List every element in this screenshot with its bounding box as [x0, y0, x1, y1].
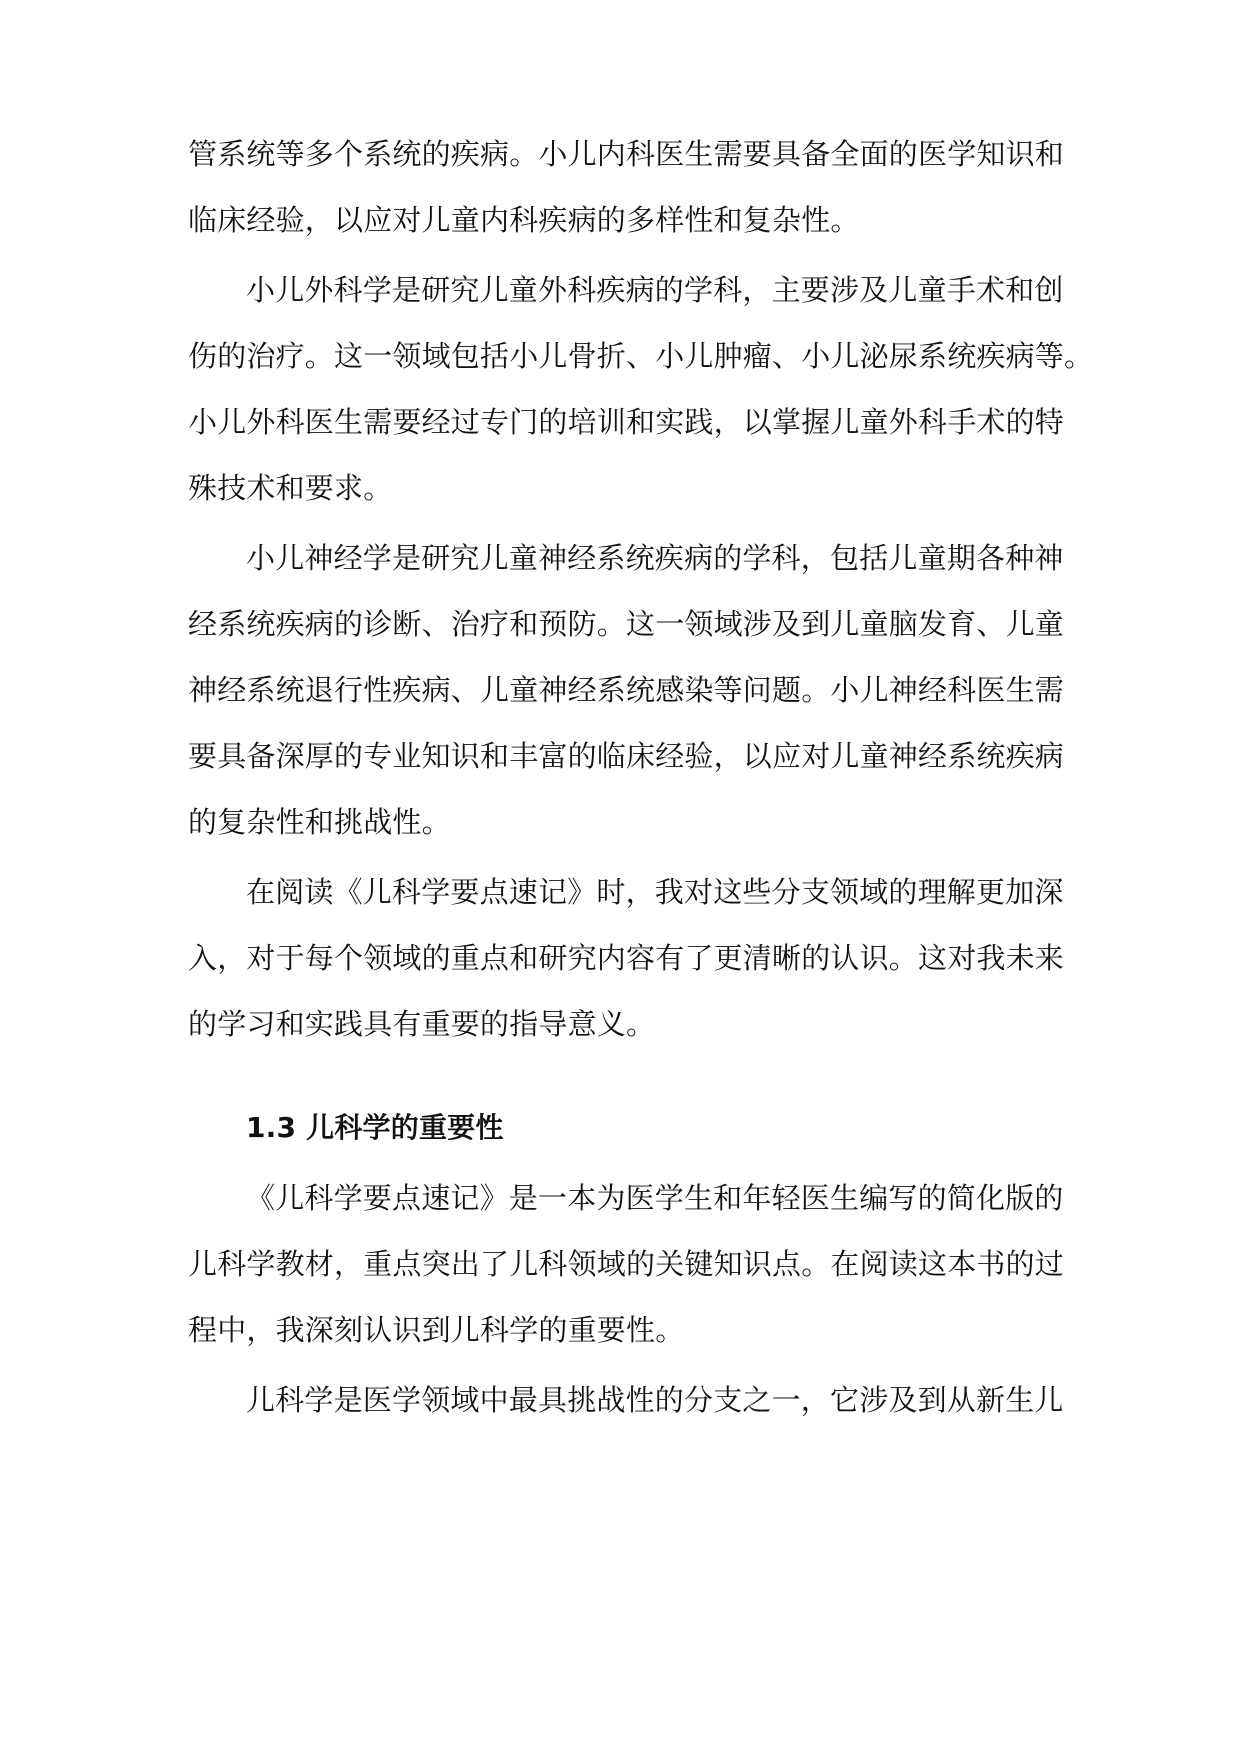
- section-heading: 1.3 儿科学的重要性: [246, 1111, 504, 1144]
- text-line: 入，对于每个领域的重点和研究内容有了更清晰的认识。这对我未来: [188, 941, 1065, 975]
- text-line: 《儿科学要点速记》是一本为医学生和年轻医生编写的简化版的: [246, 1181, 1064, 1215]
- text-line: 小儿外科医生需要经过专门的培训和实践，以掌握儿童外科手术的特: [188, 405, 1065, 439]
- text-line: 经系统疾病的诊断、治疗和预防。这一领域涉及到儿童脑发育、儿童: [188, 607, 1065, 641]
- text-line: 要具备深厚的专业知识和丰富的临床经验，以应对儿童神经系统疾病: [188, 739, 1065, 773]
- text-line: 殊技术和要求。: [188, 471, 393, 505]
- text-line: 儿科学教材，重点突出了儿科领域的关键知识点。在阅读这本书的过: [188, 1247, 1065, 1281]
- text-line: 小儿神经学是研究儿童神经系统疾病的学科，包括儿童期各种神: [246, 541, 1064, 575]
- text-line: 儿科学是医学领域中最具挑战性的分支之一，它涉及到从新生儿: [246, 1383, 1064, 1417]
- text-line: 程中，我深刻认识到儿科学的重要性。: [188, 1313, 685, 1347]
- text-line: 的学习和实践具有重要的指导意义。: [188, 1007, 656, 1041]
- text-line: 的复杂性和挑战性。: [188, 805, 451, 839]
- text-line: 小儿外科学是研究儿童外科疾病的学科，主要涉及儿童手术和创: [246, 273, 1064, 307]
- text-line: 伤的治疗。这一领域包括小儿骨折、小儿肿瘤、小儿泌尿系统疾病等。: [188, 339, 1094, 373]
- text-line: 临床经验，以应对儿童内科疾病的多样性和复杂性。: [188, 203, 860, 237]
- text-line: 在阅读《儿科学要点速记》时，我对这些分支领域的理解更加深: [246, 875, 1064, 909]
- text-line: 管系统等多个系统的疾病。小儿内科医生需要具备全面的医学知识和: [188, 137, 1065, 171]
- text-line: 神经系统退行性疾病、儿童神经系统感染等问题。小儿神经科医生需: [188, 673, 1065, 707]
